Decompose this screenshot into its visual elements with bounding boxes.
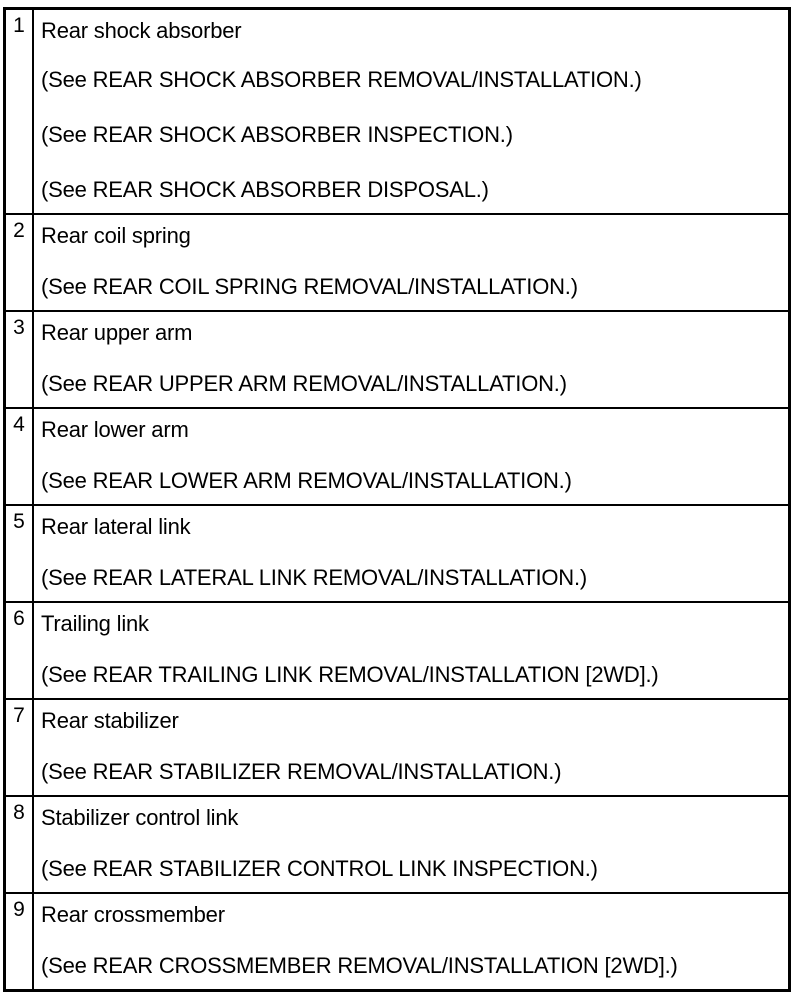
part-name: Rear lateral link	[41, 513, 191, 539]
row-number: 8	[13, 800, 25, 824]
row-number: 1	[13, 14, 25, 37]
table-row	[5, 893, 790, 991]
reference-link[interactable]: (See REAR SHOCK ABSORBER DISPOSAL.)	[41, 177, 489, 202]
row-content-cell	[33, 796, 790, 893]
part-name: Rear coil spring	[41, 222, 191, 248]
table-row	[5, 408, 790, 505]
row-number: 3	[13, 315, 25, 339]
row-number-cell	[5, 311, 34, 408]
table-row	[5, 796, 790, 893]
row-number-cell	[5, 505, 34, 602]
row-content-cell	[33, 699, 790, 796]
reference-link[interactable]: (See REAR SHOCK ABSORBER INSPECTION.)	[41, 122, 513, 147]
row-content-cell	[33, 505, 790, 602]
reference-link[interactable]: (See REAR COIL SPRING REMOVAL/INSTALLATION.)	[41, 273, 578, 299]
table-row	[5, 214, 790, 311]
row-content-cell	[33, 214, 790, 311]
reference-link[interactable]: (See REAR CROSSMEMBER REMOVAL/INSTALLATION [2WD].)	[41, 952, 678, 978]
row-content-cell	[33, 408, 790, 505]
row-number-cell	[5, 699, 34, 796]
row-number-cell	[5, 408, 34, 505]
row-number: 2	[13, 218, 25, 242]
table-row	[5, 311, 790, 408]
row-number: 7	[13, 703, 25, 727]
row-content-cell	[33, 9, 790, 214]
reference-link[interactable]: (See REAR TRAILING LINK REMOVAL/INSTALLATION [2WD].)	[41, 661, 659, 687]
row-content-cell	[33, 311, 790, 408]
parts-reference-table	[3, 7, 791, 992]
row-number-cell	[5, 602, 34, 699]
row-number: 4	[13, 412, 25, 436]
part-name: Rear crossmember	[41, 901, 225, 927]
row-number: 9	[13, 897, 25, 921]
table-row	[5, 505, 790, 602]
reference-link[interactable]: (See REAR UPPER ARM REMOVAL/INSTALLATION.)	[41, 370, 567, 396]
part-name: Rear lower arm	[41, 416, 189, 442]
reference-link[interactable]: (See REAR SHOCK ABSORBER REMOVAL/INSTALLATION.)	[41, 67, 642, 92]
part-name: Rear shock absorber	[41, 18, 242, 43]
row-number-cell	[5, 796, 34, 893]
table-row	[5, 699, 790, 796]
part-name: Stabilizer control link	[41, 804, 239, 830]
row-number-cell	[5, 214, 34, 311]
reference-link[interactable]: (See REAR LATERAL LINK REMOVAL/INSTALLATION.)	[41, 564, 588, 590]
row-number: 5	[13, 509, 25, 533]
row-number-cell	[5, 893, 34, 991]
row-content-cell	[33, 602, 790, 699]
table-row	[5, 9, 790, 214]
row-number: 6	[13, 606, 25, 630]
part-name: Rear stabilizer	[41, 707, 179, 733]
part-name: Trailing link	[41, 610, 149, 636]
reference-link[interactable]: (See REAR STABILIZER CONTROL LINK INSPECTION.)	[41, 855, 598, 881]
reference-link[interactable]: (See REAR LOWER ARM REMOVAL/INSTALLATION.)	[41, 467, 572, 493]
reference-link[interactable]: (See REAR STABILIZER REMOVAL/INSTALLATION.)	[41, 758, 562, 784]
table-row	[5, 602, 790, 699]
row-content-cell	[33, 893, 790, 991]
part-name: Rear upper arm	[41, 319, 193, 345]
row-number-cell	[5, 9, 34, 214]
